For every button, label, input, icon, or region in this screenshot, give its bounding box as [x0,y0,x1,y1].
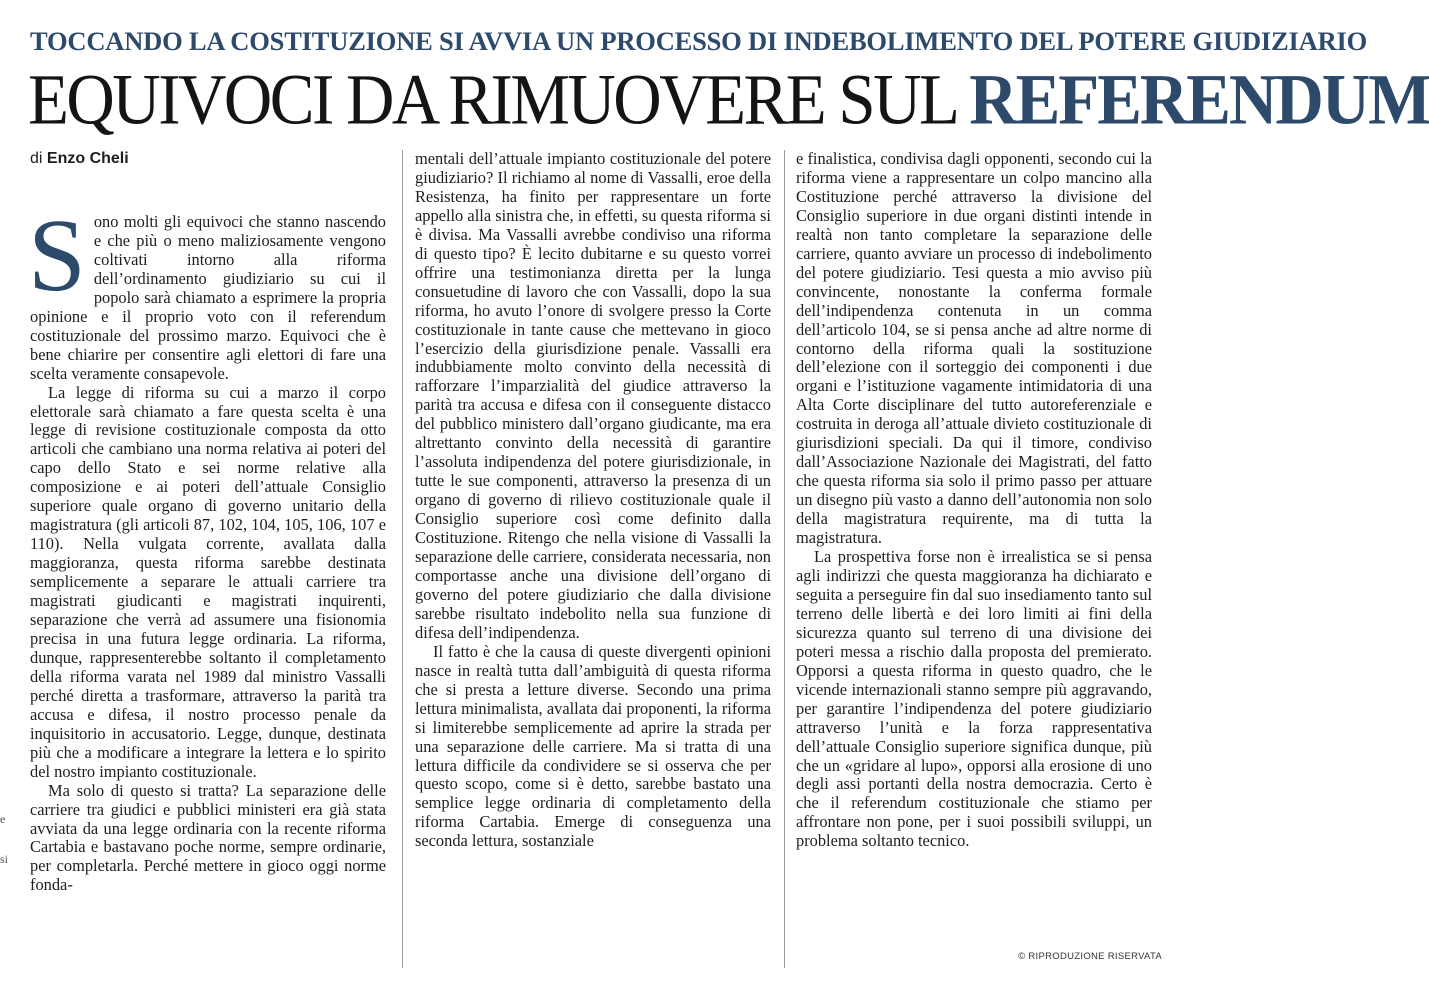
edge-fragment: e [0,812,6,826]
copyright-notice: © RIPRODUZIONE RISERVATA [1018,951,1162,962]
main-headline [28,59,1429,140]
byline-prefix: di [30,150,47,167]
article-column-2 [415,150,771,970]
article-paragraph [28,198,386,384]
kicker-headline: TOCCANDO LA COSTITUZIONE SI AVVIA UN PROCESSO DI INDEBOLIMENTO DEL POTERE GIUDIZIARIO [30,26,1368,56]
paragraph-text: ono molti gli equivoci che stanno nascendo e che più o meno maliziosamente vengono coltivati intorno alla riforma dell’ordinamento giudiziario su cui il popolo sarà chiamato a esprimere la propria opinione e il proprio voto con il referendum costituzionale del prossimo marzo. Equivoci che è bene chiarire per consentire agli elettori di fare una scelta veramente consapevole. [30,212,386,383]
headline-main-text: EQUIVOCI DA RIMUOVERE SUL [28,59,970,140]
column-divider [784,150,785,968]
article-paragraph: Il fatto è che la causa di queste divergenti opinioni nasce in realtà tutta dall’ambiguità di questa riforma che si presta a letture diverse. Secondo una prima lettura minimalista, avallata dai proponenti, la riforma si limiterebbe semplicemente ad aprire la strada per una separazione delle carriere. Ma si tratta di una lettura difficile da condividere se si osserva che per questo scopo, come si è detto, sarebbe bastato una semplice legge ordinaria di completamento della riforma Cartabia. Emerge di conseguenza una seconda lettura, sostanziale [415,641,771,851]
column-divider [402,150,403,968]
article-column-1 [28,198,386,970]
article-paragraph: La prospettiva forse non è irrealistica se si pensa agli indirizzi che questa maggioranza ha dichiarato e seguita a perseguire fin dal suo insediamento tanto sul terreno delle libertà e dei loro limiti ai fini della sicurezza quanto sul terreno di una divisione dei poteri messa a rischio dalla proposta del premierato. Opporsi a questa riforma in questo quadro, che le vicende internazionali stanno sempre più aggravando, per garantire l’indipendenza del potere giudiziario attraverso l’unità e la forza rappresentativa dell’attuale Consiglio superiore significa dunque, più che un «gridare al lupo», opporsi alla erosione di uno degli assi portanti della nostra democrazia. Certo è che il referendum costituzionale che stiamo per affrontare non pone, per i suoi possibili sviluppi, un problema soltanto tecnico. [796,547,1152,851]
article-paragraph: mentali dell’attuale impianto costituzionale del potere giudiziario? Il richiamo al nome di Vassalli, eroe della Resistenza, ha finito per rappresentare un forte appello alla sinistra che, in effetti, su questa riforma si è divisa. Ma Vassalli avrebbe condiviso una riforma di questo tipo? È lecito dubitarne e su questo vorrei offrire una testimonianza diretta per la lunga consuetudine di lavoro che con Vassalli, dopo la sua riforma, ho avuto l’onore di svolgere presso la Corte costituzionale in tante cause che mettevano in gioco l’esercizio della giurisdizione penale. Vassalli era indubbiamente molto convinto della necessità di rafforzare l’imparzialità del giudice attraverso la parità tra accusa e difesa con il conseguente distacco del pubblico ministero dall’organo giudicante, ma era altrettanto convinto della necessità di garantire l’assoluta indipendenza del potere giurisdizionale, in tutte le sue componenti, attraverso la presenza di un organo di governo di rilievo costituzionale quale il Consiglio superiore così come definito dalla Costituzione. Ritengo che nella visione di Vassalli la separazione delle carriere, considerata necessaria, non comportasse anche una divisione dell’organo di governo del potere giudiziario che dalla divisione sarebbe risultato indebolito nella sua funzione di difesa dell’indipendenza. [415,149,771,642]
drop-cap: S [28,198,86,313]
article-paragraph: e finalistica, condivisa dagli opponenti, secondo cui la riforma viene a rappresentare un colpo mancino alla Costituzione perché attraverso la divisione del Consiglio superiore in due organi distinti intende in realtà non tanto completare la separazione delle carriere, quanto avviare un processo di indebolimento del potere giudiziario. Tesi questa a mio avviso più convincente, nonostante la conferma formale dell’indipendenza contenuta in un comma dell’articolo 104, se si pensa anche ad altre norme di contorno della riforma quali la sostituzione dell’elezione con il sorteggio dei componenti i due organi e l’istituzione vagamente intimidatoria di una Alta Corte disciplinare del tutto autoreferenziale e costruita in deroga all’attuale divieto costituzionale di giurisdizioni speciali. Da qui il timore, condiviso dall’Associazione Nazionale dei Magistrati, del fatto che questa riforma sia solo il primo passo per attuare un disegno più vasto a danno dell’autonomia non solo della magistratura requirente, ma di tutta la magistratura. [796,149,1152,548]
article-paragraph: La legge di riforma su cui a marzo il corpo elettorale sarà chiamato a fare questa scelta è una legge di revisione costituzionale composta da otto articoli che cambiano una norma relativa ai poteri del capo dello Stato e sei norme relative alla composizione e ai poteri dell’attuale Consiglio superiore quale organo di governo unitario della magistratura (gli articoli 87, 102, 104, 105, 106, 107 e 110). Nella vulgata corrente, avallata dalla maggioranza, questa riforma sarebbe destinata semplicemente a separare le attuali carriere tra magistrati giudicanti e magistrati inquirenti, separazione che verrà ad assumere una fisionomia precisa in una futura legge ordinaria. La riforma, dunque, rappresenterebbe soltanto il completamento della riforma varata nel 1989 dal ministro Vassalli perché diretta a trasformare, attraverso la parità tra accusa e difesa, il nostro processo penale da inquisitorio in accusatorio. Legge, dunque, destinata più che a modificare a integrare la lettera e lo spirito del nostro impianto costituzionale. [30,382,386,781]
byline [30,150,129,168]
edge-fragment: si [0,852,9,866]
author-name: Enzo Cheli [46,150,129,167]
headline-accent-text: REFERENDUM [969,59,1429,140]
article-column-3 [796,150,1152,970]
article-paragraph: Ma solo di questo si tratta? La separazione delle carriere tra giudici e pubblici ministeri era già stata avviata da una legge ordinaria con la recente riforma Cartabia e bastavano poche norme, sempre ordinarie, per completarla. Perché mettere in gioco oggi norme fonda- [30,780,386,895]
